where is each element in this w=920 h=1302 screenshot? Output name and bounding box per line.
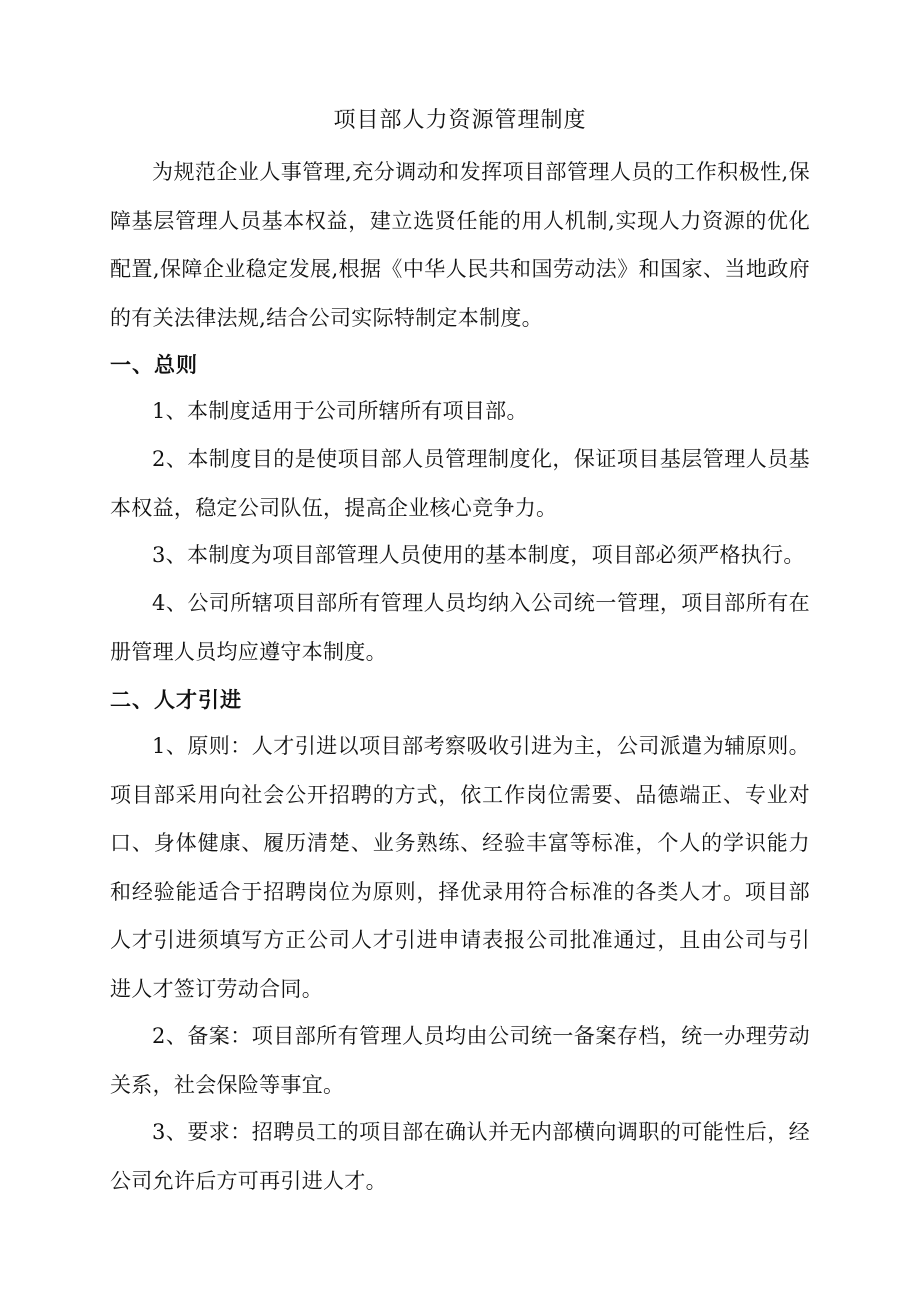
- general-clause-4: 4、公司所辖项目部所有管理人员均纳入公司统一管理，项目部所有在册管理人员均应遵守本制度。: [110, 591, 810, 664]
- section-heading-general: 一、总则: [110, 353, 198, 377]
- general-clause-1: 1、本制度适用于公司所辖所有项目部。: [152, 399, 528, 423]
- intro-paragraph: 为规范企业人事管理,充分调动和发挥项目部管理人员的工作积极性,保障基层管理人员基本权益，建立选贤任能的用人机制,实现人力资源的优化配置,保障企业稳定发展,根据《中华人民共和国劳动法》和国家、当地政府的有关法律法规,结合公司实际特制定本制度。: [110, 160, 810, 330]
- document-title: 项目部人力资源管理制度: [333, 108, 587, 133]
- general-clause-3: 3、本制度为项目部管理人员使用的基本制度，项目部必须严格执行。: [152, 543, 805, 567]
- talent-clause-requirement: 3、要求：招聘员工的项目部在确认并无内部横向调职的可能性后，经公司允许后方可再引进人才。: [110, 1120, 810, 1193]
- general-clause-2: 2、本制度目的是使项目部人员管理制度化，保证项目基层管理人员基本权益，稳定公司队伍，提高企业核心竞争力。: [110, 447, 810, 520]
- talent-clause-filing: 2、备案：项目部所有管理人员均由公司统一备案存档，统一办理劳动关系，社会保险等事宜。: [110, 1024, 810, 1097]
- section-heading-talent: 二、人才引进: [110, 688, 242, 712]
- talent-clause-principle: 1、原则：人才引进以项目部考察吸收引进为主，公司派遣为辅原则。项目部采用向社会公开招聘的方式，依工作岗位需要、品德端正、专业对口、身体健康、履历清楚、业务熟练、经验丰富等标准，个人的学识能力和经验能适合于招聘岗位为原则，择优录用符合标准的各类人才。项目部人才引进须填写方正公司人才引进申请表报公司批准通过，且由公司与引进人才签订劳动合同。: [110, 734, 810, 1001]
